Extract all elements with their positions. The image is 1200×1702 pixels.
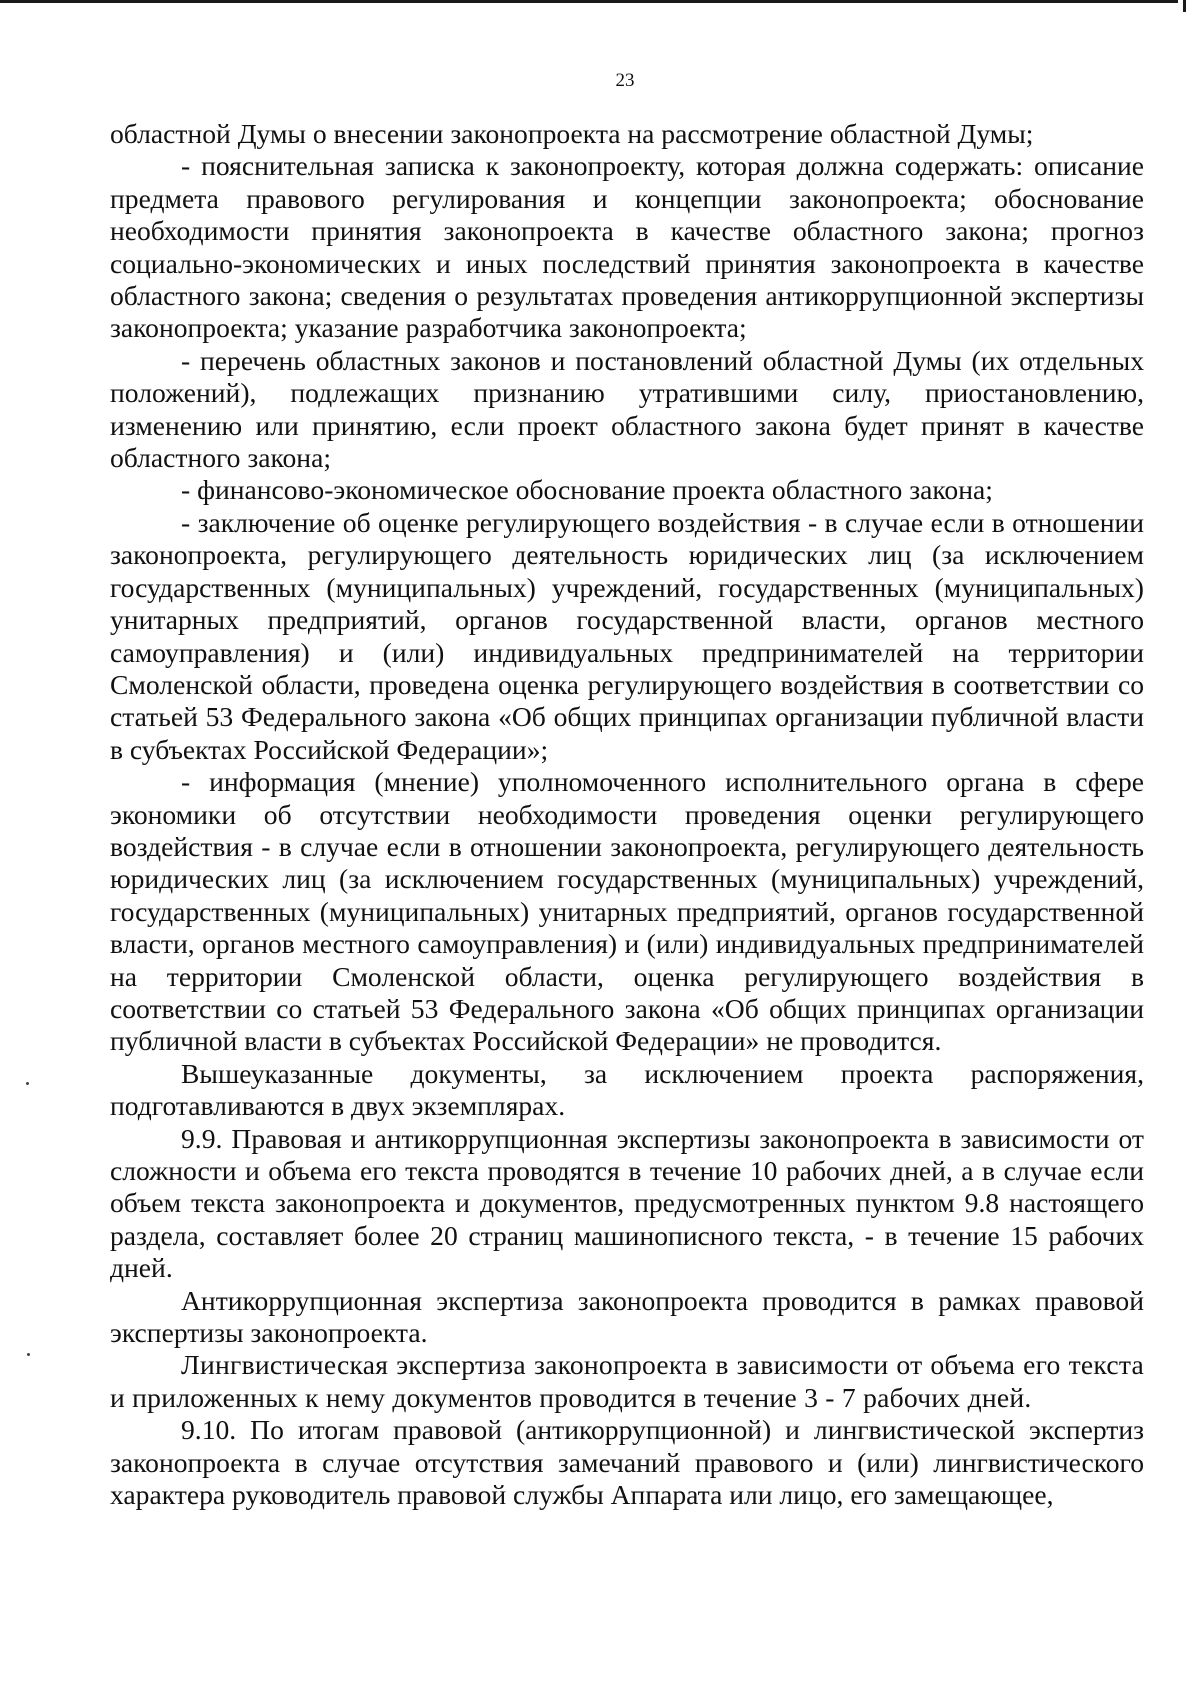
clause-9-10: 9.10. По итогам правовой (антикоррупционной) и лингвистической экспертиз законопроекта в случае отсутствия замечаний правового и (или) лингвистического характера руководитель правовой службы Аппарата или лицо, его замещающее,: [110, 1414, 1144, 1511]
scan-corner-mark: [1183, 0, 1186, 12]
scan-speck: [27, 1353, 30, 1356]
paragraph-continuation: областной Думы о внесении законопроекта на рассмотрение областной Думы;: [110, 118, 1034, 149]
page-number: 23: [615, 70, 635, 91]
paragraph-copies-note: Вышеуказанные документы, за исключением проекта распоряжения, подготавливаются в двух экземплярах.: [110, 1057, 1144, 1122]
list-item-regulatory-impact-conclusion: - заключение об оценке регулирующего воздействия - в случае если в отношении законопроекта, регулирующего деятельность юридических лиц (за исключением государственных (муниципальных) учреждений, государственных (муниципальных) унитарных предприятий, органов государственной власти, органов местного самоуправления) и (или) индивидуальных предпринимателей на территории Смоленской области, проведена оценка регулирующего воздействия в соответствии со статьей 53 Федерального закона «Об общих принципах организации публичной власти в субъектах Российской Федерации»;: [110, 506, 1144, 765]
paragraph-anticorruption-expertise: Антикоррупционная экспертиза законопроекта проводится в рамках правовой экспертизы законопроекта.: [110, 1284, 1144, 1349]
scan-speck: [26, 1082, 29, 1085]
clause-9-9: 9.9. Правовая и антикоррупционная экспертизы законопроекта в зависимости от сложности и объема его текста проводятся в течение 10 рабочих дней, а в случае если объем текста законопроекта и документов, предусмотренных пунктом 9.8 настоящего раздела, составляет более 20 страниц машинописного текста, - в течение 15 рабочих дней.: [110, 1122, 1144, 1284]
paragraph-linguistic-expertise: Лингвистическая экспертиза законопроекта в зависимости от объема его текста и приложенных к нему документов проводится в течение 3 - 7 рабочих дней.: [110, 1349, 1144, 1413]
list-item-explanatory-note: - пояснительная записка к законопроекту, которая должна содержать: описание предмета правового регулирования и концепции законопроекта; обоснование необходимости принятия законопроекта в качестве областного закона; прогноз социально-экономических и иных последствий принятия законопроекта в качестве областного закона; сведения о результатах проведения антикоррупционной экспертизы законопроекта; указание разработчика законопроекта;: [110, 150, 1144, 344]
list-item-financial-justification: - финансово-экономическое обоснование проекта областного закона;: [181, 474, 993, 506]
document-body: [110, 118, 1144, 1511]
list-item-economic-authority-opinion: - информация (мнение) уполномоченного исполнительного органа в сфере экономики об отсутствии необходимости проведения оценки регулирующего воздействия - в случае если в отношении законопроекта, регулирующего деятельность юридических лиц (за исключением государственных (муниципальных) учреждений, государственных (муниципальных) унитарных предприятий, органов государственной власти, органов местного самоуправления) и (или) индивидуальных предпринимателей на территории Смоленской области, оценка регулирующего воздействия в соответствии со статьей 53 Федерального закона «Об общих принципах организации публичной власти в субъектах Российской Федерации» не проводится.: [110, 766, 1144, 1057]
scan-top-border: [0, 0, 1178, 3]
list-item-laws-list: - перечень областных законов и постановлений областной Думы (их отдельных положений), подлежащих признанию утратившими силу, приостановлению, изменению или принятию, если проект областного закона будет принят в качестве областного закона;: [110, 344, 1144, 474]
